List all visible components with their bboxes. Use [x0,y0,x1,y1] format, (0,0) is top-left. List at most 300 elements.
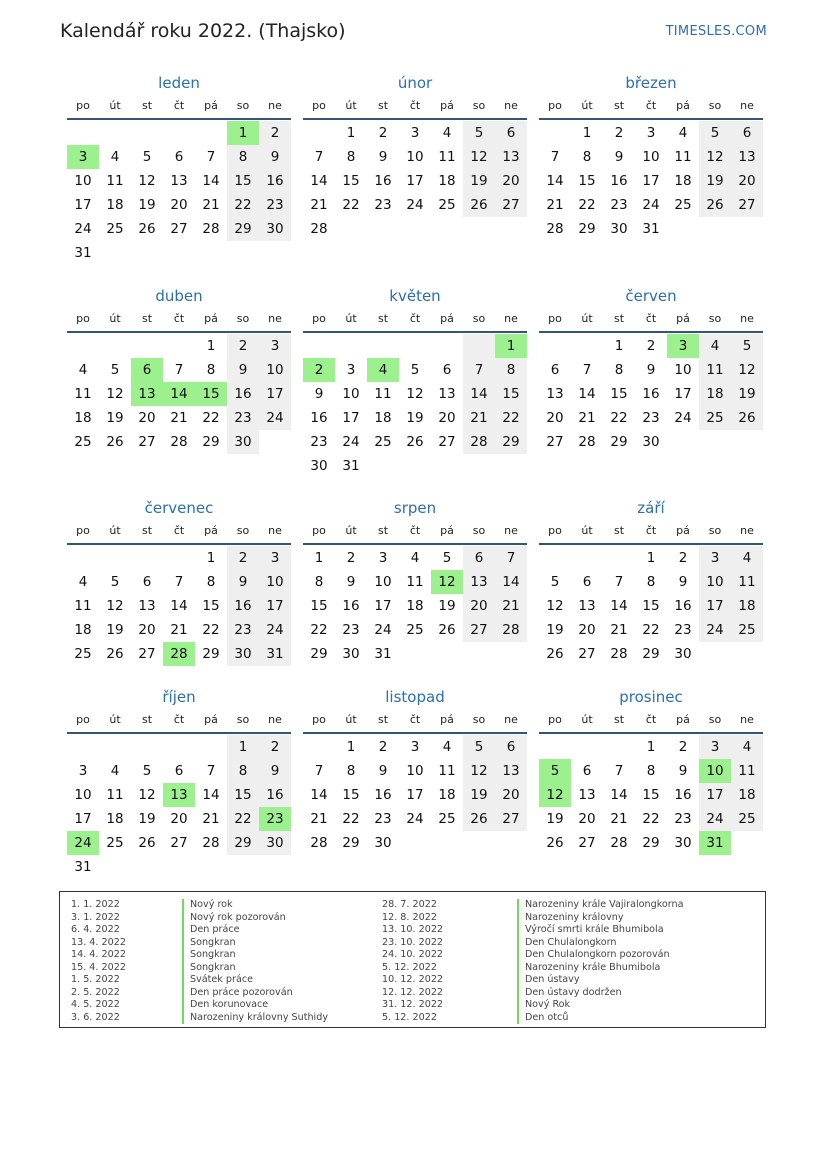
day-cell: 27 [170,835,188,851]
weekday-label: čt [409,713,421,726]
day-cell: 14 [546,173,564,189]
empty-cell [67,735,99,759]
empty-cell [131,735,163,759]
legend-date: 5. 12. 2022 [382,961,437,973]
legend-date: 28. 7. 2022 [382,899,437,910]
month-separator [539,331,763,333]
empty-cell [99,546,131,570]
day-cell: 5 [110,362,120,378]
day-cell: 10 [642,149,660,165]
day-cell: 21 [495,594,527,618]
weekday-label: pá [440,312,454,325]
day-cell: 2 [259,735,291,759]
day-cell: 29 [642,835,660,851]
day-cell: 16 [227,382,259,406]
day-cell: 7 [582,362,592,378]
weekday-header [67,309,291,329]
day-cell: 5 [463,121,495,145]
legend-date: 14. 4. 2022 [71,949,126,960]
day-cell: 23 [642,410,660,426]
weekday-label: st [141,524,153,537]
weekday-label: út [345,99,357,112]
empty-cell [259,430,291,454]
day-cell: 21 [202,197,220,213]
weekday-header [539,309,763,329]
day-cell: 1 [314,550,324,566]
weekday-label: so [236,312,250,325]
day-cell: 16 [342,598,360,614]
day-grid [303,334,527,478]
empty-cell [67,334,99,358]
day-cell: 10 [374,574,392,590]
day-cell: 23 [310,434,328,450]
legend-holiday-name: Nový rok [182,899,328,912]
empty-cell [431,217,463,241]
day-cell: 8 [227,759,259,783]
empty-cell [431,334,463,358]
day-cell: 16 [674,787,692,803]
day-cell: 1 [495,334,527,358]
day-cell: 3 [78,763,88,779]
weekday-label: út [109,312,121,325]
day-cell: 11 [106,787,124,803]
day-cell: 29 [495,430,527,454]
day-cell: 13 [546,386,564,402]
day-grid [67,334,291,454]
day-cell: 4 [699,334,731,358]
empty-cell [163,735,195,759]
day-cell: 15 [227,169,259,193]
day-cell: 19 [546,811,564,827]
day-cell: 14 [578,386,596,402]
day-cell: 9 [646,362,656,378]
day-cell: 29 [642,646,660,662]
day-cell: 23 [227,406,259,430]
empty-cell [163,546,195,570]
empty-cell [495,642,527,666]
weekday-label: so [472,99,486,112]
legend-date: 2. 5. 2022 [71,986,120,998]
day-cell: 2 [614,125,624,141]
weekday-label: ne [268,312,282,325]
day-cell: 20 [170,811,188,827]
legend-holiday-name: Nový Rok [517,999,684,1012]
day-cell: 29 [578,221,596,237]
empty-cell [131,855,163,879]
day-cell: 28 [610,835,628,851]
day-cell: 16 [259,783,291,807]
day-cell: 25 [731,807,763,831]
day-cell: 28 [463,430,495,454]
empty-cell [259,855,291,879]
day-cell: 27 [495,807,527,831]
day-cell: 25 [106,835,124,851]
weekday-label: čt [409,524,421,537]
weekday-label: pá [676,312,690,325]
day-cell: 9 [227,358,259,382]
weekday-label: út [109,99,121,112]
day-cell: 15 [642,598,660,614]
empty-cell [367,334,399,358]
day-cell: 23 [374,197,392,213]
day-cell: 14 [202,787,220,803]
weekday-label: ne [504,99,518,112]
day-cell: 14 [610,787,628,803]
legend-holiday-name: Den korunovace [182,999,328,1012]
day-cell: 10 [406,149,424,165]
legend-holiday-name: Den práce pozorován [182,987,328,1000]
day-cell: 7 [174,362,184,378]
legend-date: 1. 5. 2022 [71,974,120,985]
day-cell: 1 [227,121,259,145]
month-separator [303,331,527,333]
day-cell: 29 [202,646,220,662]
empty-cell [667,430,699,454]
empty-cell [463,642,495,666]
day-cell: 30 [342,646,360,662]
weekday-label: st [141,713,153,726]
empty-cell [195,241,227,265]
day-cell: 21 [578,410,596,426]
day-cell: 31 [259,642,291,666]
day-cell: 2 [678,739,688,755]
day-cell: 7 [206,149,216,165]
weekday-label: ne [268,524,282,537]
day-cell: 21 [610,622,628,638]
day-cell: 26 [546,646,564,662]
day-cell: 8 [646,574,656,590]
day-cell: 20 [495,783,527,807]
weekday-header [303,96,527,116]
day-cell: 18 [406,598,424,614]
day-cell: 19 [106,622,124,638]
day-cell: 21 [463,406,495,430]
month-name: červen [625,287,677,305]
month-separator [67,732,291,734]
weekday-label: út [345,312,357,325]
day-cell: 22 [227,807,259,831]
day-cell: 28 [202,835,220,851]
day-cell: 27 [463,618,495,642]
day-cell: 17 [259,382,291,406]
day-grid [67,546,291,666]
day-cell: 1 [346,739,356,755]
day-cell: 26 [463,807,495,831]
day-cell: 5 [463,735,495,759]
weekday-label: čt [645,312,657,325]
empty-cell [99,855,131,879]
day-cell: 23 [342,622,360,638]
weekday-label: po [312,713,326,726]
legend-holiday-name: Songkran [182,937,328,950]
day-cell: 15 [195,382,227,406]
empty-cell [131,546,163,570]
day-cell: 26 [106,646,124,662]
day-cell: 30 [642,434,660,450]
day-cell: 17 [406,173,424,189]
day-cell: 21 [310,197,328,213]
day-cell: 13 [170,173,188,189]
empty-cell [699,430,731,454]
legend-date: 24. 10. 2022 [382,949,444,960]
day-cell: 24 [74,221,92,237]
day-grid [539,546,763,666]
weekday-label: po [76,99,90,112]
weekday-label: út [345,524,357,537]
day-cell: 17 [74,811,92,827]
empty-cell [539,735,571,759]
day-cell: 25 [674,197,692,213]
month-separator [303,543,527,545]
empty-cell [399,454,431,478]
page-title: Kalendář roku 2022. (Thajsko) [60,20,346,42]
weekday-label: čt [645,524,657,537]
legend-holiday-name: Den ústavy dodržen [517,987,684,1000]
weekday-label: ne [268,99,282,112]
day-cell: 1 [206,550,216,566]
day-cell: 19 [438,598,456,614]
month-separator [67,543,291,545]
month-name: březen [625,74,677,92]
day-cell: 6 [463,546,495,570]
day-cell: 12 [539,783,571,807]
day-cell: 5 [539,759,571,783]
day-cell: 3 [378,550,388,566]
weekday-header [539,521,763,541]
day-cell: 6 [174,763,184,779]
day-cell: 8 [227,145,259,169]
day-cell: 22 [610,410,628,426]
day-cell: 30 [227,430,259,454]
day-cell: 30 [227,642,259,666]
legend-date: 6. 4. 2022 [71,924,120,935]
day-cell: 22 [495,406,527,430]
day-cell: 18 [374,410,392,426]
day-cell: 7 [614,574,624,590]
weekday-header [539,96,763,116]
weekday-label: st [377,99,389,112]
day-cell: 31 [74,245,92,261]
day-cell: 23 [374,811,392,827]
day-cell: 19 [138,811,156,827]
day-cell: 22 [342,811,360,827]
day-cell: 6 [495,121,527,145]
weekday-label: út [109,524,121,537]
day-cell: 28 [310,221,328,237]
day-cell: 11 [74,386,92,402]
day-cell: 6 [131,358,163,382]
day-cell: 20 [170,197,188,213]
day-cell: 12 [546,598,564,614]
day-cell: 24 [67,831,99,855]
empty-cell [731,430,763,454]
day-cell: 22 [202,410,220,426]
day-cell: 3 [699,546,731,570]
month-červen [539,285,763,454]
weekday-header [303,710,527,730]
day-cell: 26 [406,434,424,450]
legend-holiday-name: Den otců [517,1012,684,1025]
day-cell: 6 [142,574,152,590]
empty-cell [495,831,527,855]
day-cell: 28 [610,646,628,662]
day-cell: 8 [582,149,592,165]
day-cell: 20 [546,410,564,426]
month-separator [67,118,291,120]
empty-cell [195,855,227,879]
day-cell: 19 [406,410,424,426]
month-červenec [67,497,291,666]
day-cell: 4 [442,125,452,141]
day-cell: 12 [731,358,763,382]
day-cell: 24 [406,197,424,213]
day-cell: 16 [374,787,392,803]
day-cell: 25 [374,434,392,450]
day-cell: 4 [78,362,88,378]
day-cell: 26 [438,622,456,638]
month-srpen [303,497,527,666]
day-grid [67,735,291,879]
empty-cell [163,121,195,145]
day-cell: 14 [463,382,495,406]
day-cell: 8 [346,763,356,779]
day-cell: 10 [699,570,731,594]
weekday-label: so [708,312,722,325]
day-cell: 20 [138,622,156,638]
day-cell: 6 [174,149,184,165]
day-cell: 28 [495,618,527,642]
day-cell: 3 [410,125,420,141]
month-name: květen [389,287,441,305]
day-cell: 12 [106,386,124,402]
day-cell: 27 [495,193,527,217]
empty-cell [303,735,335,759]
day-cell: 22 [642,622,660,638]
day-cell: 26 [138,221,156,237]
weekday-label: út [581,524,593,537]
weekday-header [67,710,291,730]
day-cell: 7 [614,763,624,779]
empty-cell [195,735,227,759]
day-cell: 25 [406,622,424,638]
legend-date: 15. 4. 2022 [71,961,126,973]
month-prosinec [539,686,763,855]
empty-cell [463,334,495,358]
empty-cell [195,121,227,145]
day-cell: 25 [699,406,731,430]
day-cell: 31 [374,646,392,662]
day-cell: 18 [74,622,92,638]
empty-cell [367,454,399,478]
day-cell: 14 [495,570,527,594]
legend-date: 10. 12. 2022 [382,974,444,985]
weekday-label: st [613,713,625,726]
day-cell: 1 [646,550,656,566]
day-cell: 7 [206,763,216,779]
month-name: srpen [393,499,437,517]
empty-cell [731,642,763,666]
legend-date: 5. 12. 2022 [382,1011,437,1023]
day-cell: 28 [170,434,188,450]
day-cell: 7 [314,763,324,779]
day-cell: 23 [610,197,628,213]
day-cell: 27 [438,434,456,450]
empty-cell [731,217,763,241]
day-cell: 1 [582,125,592,141]
day-cell: 3 [346,362,356,378]
day-cell: 14 [310,787,328,803]
day-cell: 24 [406,811,424,827]
day-cell: 25 [438,811,456,827]
day-cell: 14 [202,173,220,189]
day-cell: 30 [310,458,328,474]
day-cell: 29 [310,646,328,662]
day-cell: 28 [202,221,220,237]
empty-cell [99,121,131,145]
day-cell: 3 [259,334,291,358]
weekday-label: čt [173,524,185,537]
day-cell: 17 [342,410,360,426]
day-cell: 1 [646,739,656,755]
legend-date: 23. 10. 2022 [382,936,444,948]
empty-cell [367,217,399,241]
empty-cell [539,334,571,358]
day-cell: 2 [378,125,388,141]
empty-cell [495,454,527,478]
day-cell: 4 [731,735,763,759]
empty-cell [603,546,635,570]
empty-cell [399,831,431,855]
weekday-label: pá [440,713,454,726]
legend-date: 1. 1. 2022 [71,899,120,910]
day-cell: 27 [578,835,596,851]
empty-cell [303,334,335,358]
day-cell: 18 [674,173,692,189]
brand-link[interactable]: TIMESLES.COM [665,24,767,39]
day-cell: 11 [674,149,692,165]
day-cell: 24 [699,618,731,642]
day-cell: 18 [74,410,92,426]
weekday-label: út [345,713,357,726]
day-cell: 8 [614,362,624,378]
day-cell: 26 [138,835,156,851]
empty-cell [259,241,291,265]
day-cell: 4 [78,574,88,590]
day-cell: 6 [731,121,763,145]
day-cell: 11 [74,598,92,614]
day-cell: 17 [699,594,731,618]
day-cell: 8 [646,763,656,779]
day-cell: 27 [578,646,596,662]
day-cell: 20 [138,410,156,426]
day-cell: 12 [106,598,124,614]
empty-cell [539,121,571,145]
day-cell: 4 [410,550,420,566]
empty-cell [163,855,195,879]
day-cell: 4 [110,149,120,165]
day-cell: 16 [227,594,259,618]
day-cell: 23 [259,807,291,831]
day-cell: 11 [731,570,763,594]
legend-date: 3. 6. 2022 [71,1011,120,1023]
day-cell: 17 [259,594,291,618]
day-cell: 25 [438,197,456,213]
weekday-label: pá [440,99,454,112]
empty-cell [539,546,571,570]
day-cell: 19 [731,382,763,406]
empty-cell [495,217,527,241]
day-cell: 17 [642,173,660,189]
